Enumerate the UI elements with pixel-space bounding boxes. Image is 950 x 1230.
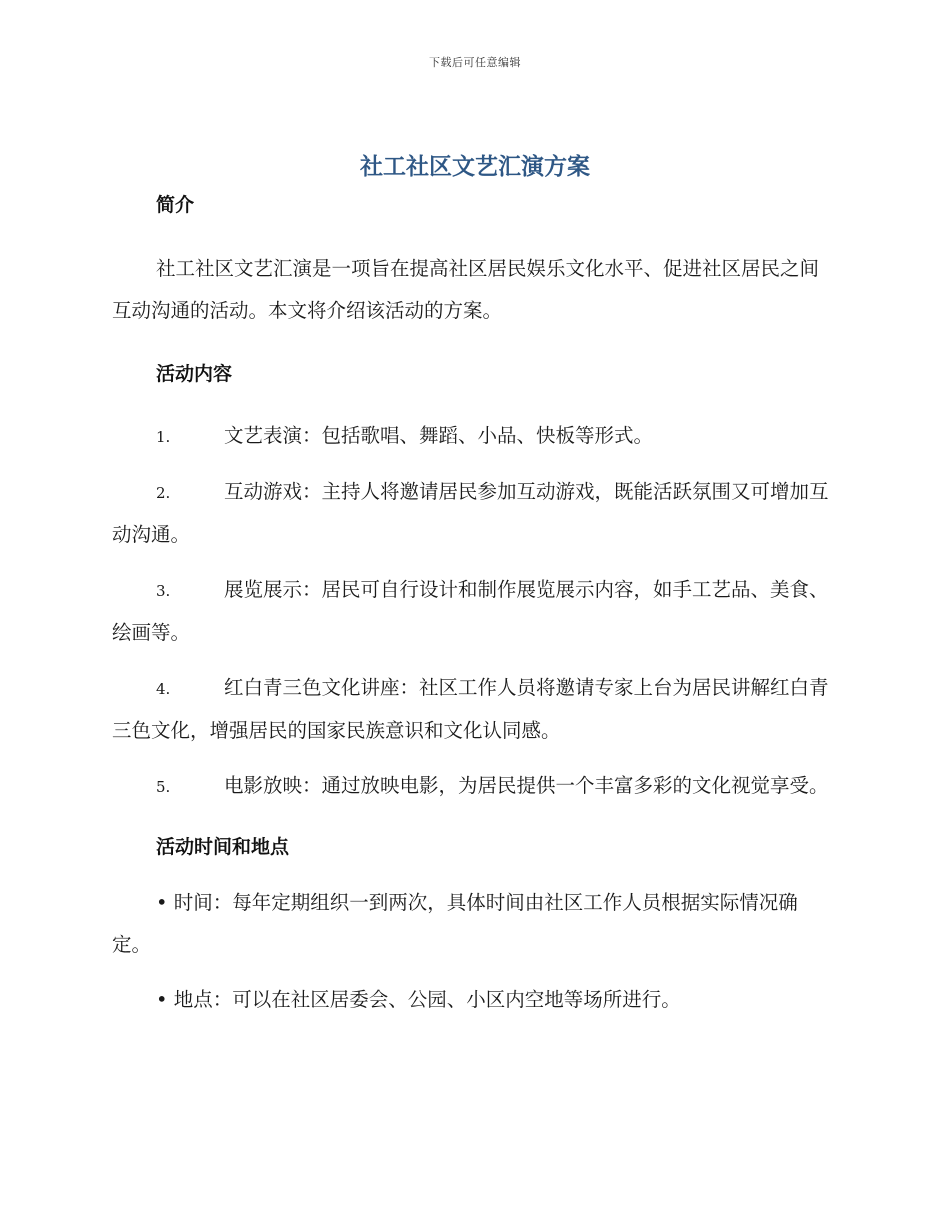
section-intro — [112, 190, 834, 332]
section-heading-time-place: 活动时间和地点 — [156, 836, 290, 858]
list-item-number: 4. — [156, 680, 171, 698]
intro-paragraph: 社工社区文艺汇演是一项旨在提高社区居民娱乐文化水平、促进社区居民之间互动沟通的活动。本文将介绍该活动的方案。 — [112, 257, 820, 322]
section-activities — [112, 359, 834, 808]
list-item — [112, 415, 834, 458]
document-title: 社工社区文艺汇演方案 — [360, 154, 590, 180]
list-item-number: 2. — [156, 484, 171, 502]
list-item — [112, 765, 834, 808]
document-body — [112, 190, 834, 1021]
list-item-text: 文艺表演：包括歌唱、舞蹈、小品、快板等形式。 — [224, 424, 654, 447]
section-heading-intro: 简介 — [156, 194, 195, 216]
list-item-text: 展览展示：居民可自行设计和制作展览展示内容，如手工艺品、美食、绘画等。 — [112, 578, 829, 644]
list-item-text: 红白青三色文化讲座：社区工作人员将邀请专家上台为居民讲解红白青三色文化，增强居民的国家民族意识和文化认同感。 — [112, 676, 829, 742]
section-heading-activities: 活动内容 — [156, 363, 233, 385]
list-item — [112, 471, 834, 556]
header-note: 下载后可任意编辑 — [429, 56, 521, 69]
list-item — [112, 667, 834, 752]
list-item-number: 1. — [156, 428, 171, 446]
list-item-number: 3. — [156, 582, 171, 600]
list-item-text: 互动游戏：主持人将邀请居民参加互动游戏，既能活跃氛围又可增加互动沟通。 — [112, 480, 829, 546]
list-item-number: 5. — [156, 778, 171, 796]
bullet-place: • 地点：可以在社区居委会、公园、小区内空地等场所进行。 — [156, 988, 681, 1011]
list-item — [112, 569, 834, 654]
section-time-place — [112, 832, 834, 1021]
list-item-text: 电影放映：通过放映电影，为居民提供一个丰富多彩的文化视觉享受。 — [224, 774, 829, 797]
bullet-time: • 时间：每年定期组织一到两次，具体时间由社区工作人员根据实际情况确定。 — [112, 891, 798, 956]
